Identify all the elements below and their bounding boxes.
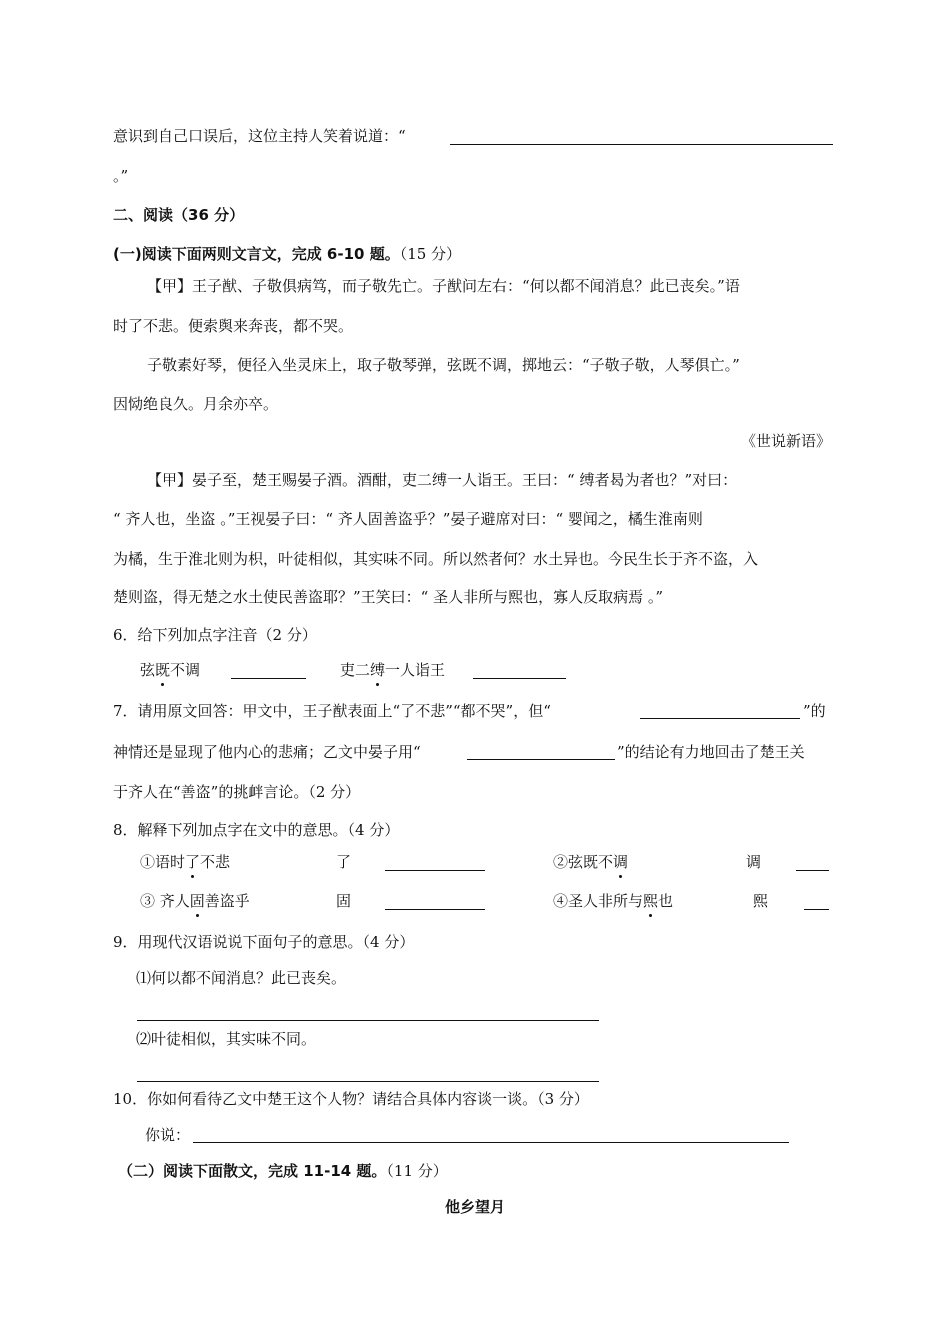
q9-sentence-2: ⑵叶徒相似，其实味不同。: [136, 1030, 317, 1048]
q6-item2-dotted: 缚: [370, 661, 386, 679]
q8-item-3: [140, 891, 250, 911]
passage-jia-line-1: 【甲】王子猷、子敬俱病笃，而子敬先亡。子猷问左右：“何以都不闻消息？此已丧矣。”语: [147, 277, 740, 295]
q8-item2-dotted: 调: [613, 853, 629, 871]
part1-score: （15 分）: [399, 245, 462, 263]
q8-item-3-char: 固: [336, 892, 352, 910]
q8-item4-dotted: 熙: [643, 892, 659, 910]
essay-title: 他乡望月: [444, 1198, 505, 1216]
part2-heading-text: （二）阅读下面散文，完成 11-14 题。: [118, 1162, 387, 1180]
passage-jia-line-3: 子敬素好琴，便径入坐灵床上，取子敬琴弹，弦既不调，掷地云：“子敬子敬，人琴俱亡。”: [147, 356, 740, 374]
question-7-line-1a: 7．请用原文回答：甲文中，王子猷表面上“了不悲”“都不哭”，但“: [113, 702, 551, 720]
q7-blank-1[interactable]: [640, 718, 800, 719]
q8-item1-dotted: 了: [185, 853, 201, 871]
passage-source: 《世说新语》: [740, 432, 831, 450]
q6-blank-1[interactable]: [231, 678, 306, 679]
q8-blank-3[interactable]: [385, 909, 485, 910]
q9-sentence-1: ⑴何以都不闻消息？此已丧矣。: [136, 969, 347, 987]
passage-yi-line-2: “ 齐人也，坐盗 。”王视晏子曰：“ 齐人固善盗乎？”晏子避席对曰：“ 婴闻之，橘生淮南则: [113, 510, 703, 528]
part1-heading: [113, 244, 461, 264]
q10-answer-line[interactable]: [193, 1142, 789, 1143]
q8-item-2-char: 调: [746, 853, 762, 871]
q8-item1-pre: ①语时: [140, 853, 186, 871]
question-8-stem: 8．解释下列加点字在文中的意思。（4 分）: [113, 821, 400, 839]
question-7-line-2a: 神情还是显现了他内心的悲痛；乙文中晏子用“: [113, 743, 421, 761]
q8-item-4-char: 熙: [753, 892, 769, 910]
q8-item-1-char: 了: [336, 853, 352, 871]
q8-item3-dotted: 固: [189, 892, 205, 910]
passage-yi-line-4: 楚则盗，得无楚之水土使民善盗耶？”王笑曰：“ 圣人非所与熙也，寡人反取病焉 。”: [113, 588, 664, 606]
q8-item1-post: 不悲: [200, 853, 231, 871]
part2-heading: [118, 1161, 448, 1181]
part1-heading-text: (一)阅读下面两则文言文，完成 6-10 题。: [113, 245, 400, 263]
q8-item3-post: 善盗乎: [204, 892, 250, 910]
q6-item1-dotted: 既: [155, 661, 171, 679]
passage-yi-line-3: 为橘，生于淮北则为枳，叶徒相似，其实味不同。所以然者何？水土异也。今民生长于齐不盗，入: [113, 550, 759, 568]
q6-blank-2[interactable]: [473, 678, 566, 679]
q8-item2-pre: ②弦既不: [553, 853, 614, 871]
q8-item-4: [553, 891, 673, 911]
q6-item2-post: 一人诣王: [385, 661, 446, 679]
question-6-stem: 6．给下列加点字注音（2 分）: [113, 626, 317, 644]
q8-blank-1[interactable]: [385, 870, 485, 871]
q8-item4-pre: ④圣人非所与: [553, 892, 644, 910]
q8-item-2: [553, 852, 628, 872]
question-7-line-2b: ”的结论有力地回击了楚王关: [617, 743, 805, 761]
question-10-stem: 10．你如何看待乙文中楚王这个人物？请结合具体内容谈一谈。（3 分）: [113, 1090, 589, 1108]
q8-item-1: [140, 852, 230, 872]
question-6-item-2: [340, 660, 445, 680]
part2-score: （11 分）: [386, 1162, 448, 1180]
intro-line-2: 。”: [113, 167, 129, 185]
question-7-line-3: 于齐人在“善盗”的挑衅言论。（2 分）: [113, 783, 361, 801]
q6-item2-pre: 吏二: [340, 661, 371, 679]
q7-blank-2[interactable]: [467, 759, 615, 760]
passage-jia-line-4: 因恸绝良久。月余亦卒。: [113, 395, 279, 413]
q8-item3-pre: ③ 齐人: [140, 892, 190, 910]
q8-item4-post: 也: [658, 892, 674, 910]
q6-item1-pre: 弦: [140, 661, 156, 679]
question-6-item-1: [140, 660, 200, 680]
question-7-line-1b: ”的: [803, 702, 826, 720]
intro-line-1: 意识到自己口误后，这位主持人笑着说道：“: [113, 127, 406, 145]
q9-answer-line-2[interactable]: [137, 1081, 599, 1082]
q10-answer-label: 你说：: [145, 1126, 191, 1144]
answer-blank-intro[interactable]: [450, 144, 833, 145]
q8-blank-4[interactable]: [804, 909, 829, 910]
section-heading: 二、阅读（36 分）: [113, 206, 245, 224]
passage-jia-line-2: 时了不悲。便索舆来奔丧，都不哭。: [113, 317, 354, 335]
passage-yi-line-1: 【甲】晏子至，楚王赐晏子酒。酒酣，吏二缚一人诣王。王曰：“ 缚者曷为者也？”对曰：: [147, 471, 738, 489]
q9-answer-line-1[interactable]: [137, 1020, 599, 1021]
q6-item1-post: 不调: [170, 661, 201, 679]
q8-blank-2[interactable]: [796, 870, 829, 871]
question-9-stem: 9．用现代汉语说说下面句子的意思。（4 分）: [113, 933, 415, 951]
